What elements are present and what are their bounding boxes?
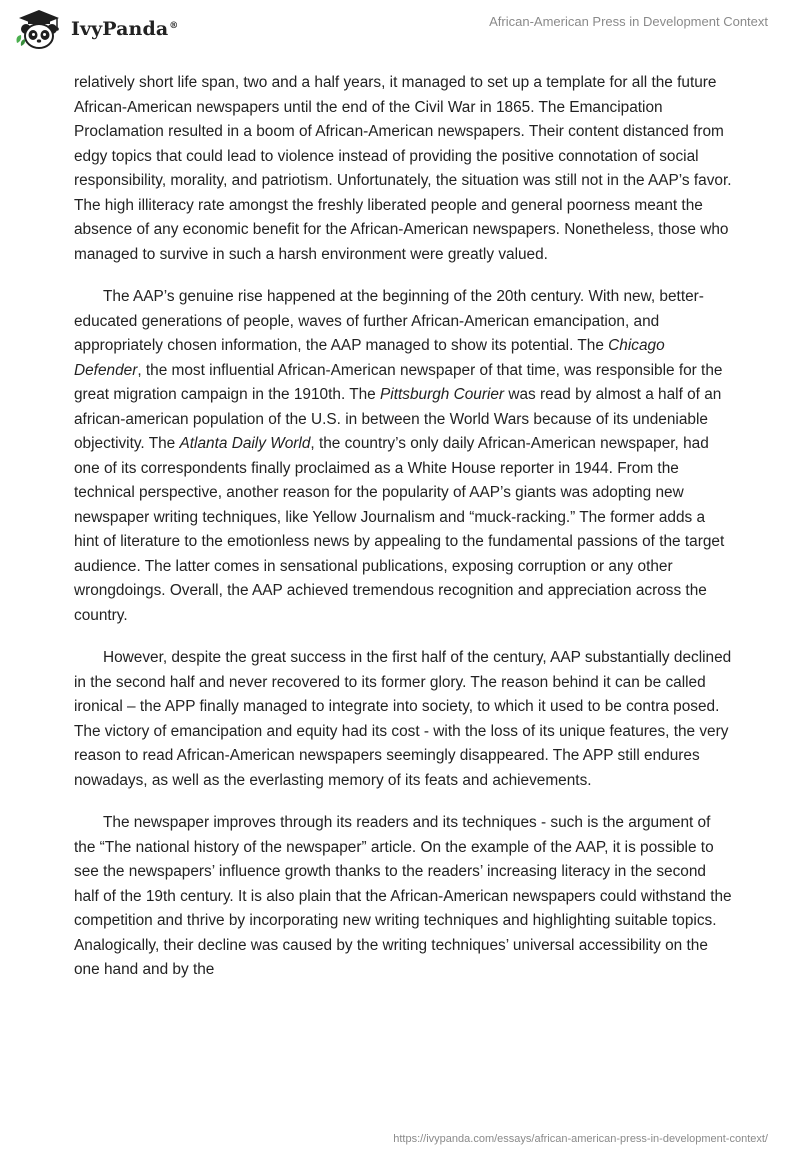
paragraph [74, 646, 734, 793]
panda-graduate-icon [14, 9, 64, 49]
source-url[interactable]: https://ivypanda.com/essays/african-american-press-in-development-context/ [393, 1133, 768, 1145]
paragraph [74, 71, 734, 267]
text-run: The AAP’s genuine rise happened at the beginning of the 20th century. With new, better-educated generations of people, waves of further African-American emancipation, and appropriately chosen information, the AAP managed to show its potential. The [74, 288, 704, 354]
document-title: African-American Press in Development Context [489, 14, 768, 29]
text-run: was read by almost a half of an african-american population of the U.S. in between the World Wars because of its undeniable objectivity. The [74, 386, 722, 452]
paragraph [74, 285, 734, 628]
logo[interactable] [14, 9, 178, 49]
paragraph [74, 811, 734, 983]
logo-wordmark: IvyPanda® [71, 18, 179, 40]
page-header [0, 0, 800, 70]
text-run: , the most influential African-American newspaper of that time, was responsible for the great migration campaign in the 1910th. The [74, 361, 723, 403]
text-run: relatively short life span, two and a half years, it managed to set up a template for all the future African-American newspapers until the end of the Civil War in 1865. The Emancipation Proclamation resulted in a boom of African-American newspapers. Their content distanced from edgy topics that could lead to violence instead of providing the positive connotation of social responsibility, morality, and patriotism. Unfortunately, the situation was still not in the AAP’s favor. The high illiteracy rate amongst the freshly liberated people and general poorness meant the absence of any economic benefit for the African-American newspapers. Nonetheless, those who managed to survive in such a harsh environment were greatly valued. [74, 74, 732, 263]
publication-title: Pittsburgh Courier [380, 386, 505, 403]
text-run: However, despite the great success in the first half of the century, AAP substantially declined in the second half and never recovered to its former glory. The reason behind it can be called ironical – the APP finally managed to integrate into society, to which it used to be contra posed. The victory of emancipation and equity had its cost - with the loss of its unique features, the very reason to read African-American newspapers seemingly disappeared. The APP still endures nowadays, as well as the everlasting memory of its feats and achievements. [74, 649, 732, 789]
publication-title: Atlanta Daily World [179, 435, 311, 452]
publication-title: Chicago Defender [74, 337, 665, 379]
text-run: The newspaper improves through its readers and its techniques - such is the argument of the “The national history of the newspaper” article. On the example of the AAP, it is possible to see the newspapers’ influence growth thanks to the readers’ increasing literacy in the second half of the 19th century. It is also plain that the African-American newspapers could withstand the competition and thrive by incorporating new writing techniques and highlighting suitable topics. Analogically, their decline was caused by the writing techniques’ universal accessibility on the one hand and by the [74, 814, 732, 978]
text-run: , the country’s only daily African-American newspaper, had one of its correspondents finally proclaimed as a White House reporter in 1944. From the technical perspective, another reason for the popularity of AAP’s giants was adopting new newspaper writing techniques, like Yellow Journalism and “muck-racking.” The former adds a hint of literature to the emotionless news by appealing to the fundamental passions of the target audience. The latter comes in sensational publications, exposing corruption or any other wrongdoings. Overall, the AAP achieved tremendous recognition and appreciation across the country. [74, 435, 725, 624]
essay-body [74, 71, 734, 1001]
